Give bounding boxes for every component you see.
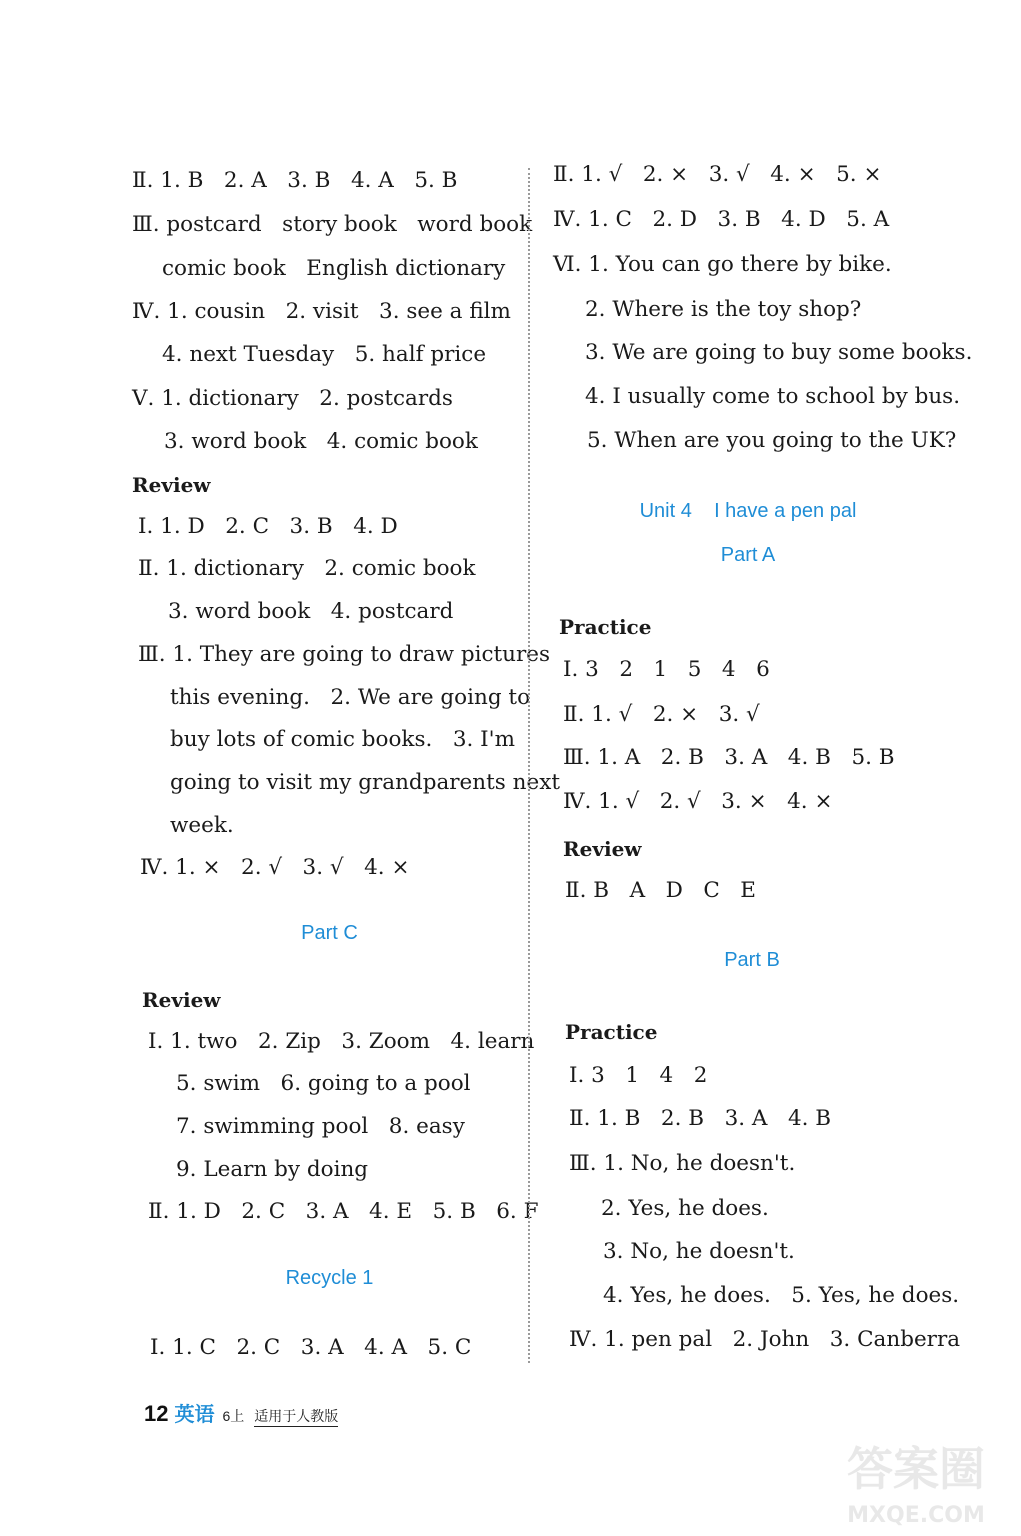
section-title-part-b: Part B xyxy=(724,949,780,971)
answer-line: Ⅵ. 1. You can go there by bike. xyxy=(553,252,892,277)
edition-label: 适用于人教版 xyxy=(254,1406,338,1427)
answer-line: Ⅱ. 1. D 2. C 3. A 4. E 5. B 6. F xyxy=(148,1199,539,1224)
answer-line: Ⅰ. 1. two 2. Zip 3. Zoom 4. learn xyxy=(148,1029,535,1054)
answer-line: comic book English dictionary xyxy=(162,256,506,281)
answer-line: Ⅱ. 1. B 2. A 3. B 4. A 5. B xyxy=(132,168,458,193)
answer-line: Ⅳ. 1. C 2. D 3. B 4. D 5. A xyxy=(553,207,890,232)
answer-line: 2. Yes, he does. xyxy=(601,1196,769,1221)
watermark-url: MXQE.COM xyxy=(847,1503,985,1528)
answer-line: Ⅰ. 1. D 2. C 3. B 4. D xyxy=(138,514,398,539)
answer-line: 4. next Tuesday 5. half price xyxy=(162,342,487,367)
answer-line: 5. swim 6. going to a pool xyxy=(176,1071,471,1096)
answer-line: Ⅲ. 1. No, he doesn't. xyxy=(569,1151,796,1176)
answer-line: this evening. 2. We are going to xyxy=(170,685,531,710)
answer-line: Ⅴ. 1. dictionary 2. postcards xyxy=(132,386,453,411)
section-title-recycle: Recycle 1 xyxy=(285,1267,374,1289)
answer-line: Ⅱ. 1. dictionary 2. comic book xyxy=(138,556,476,581)
answer-line: Ⅱ. 1. √ 2. × 3. √ 4. × 5. × xyxy=(553,162,882,187)
answer-line: 3. No, he doesn't. xyxy=(603,1239,795,1264)
answer-line: going to visit my grandparents next xyxy=(170,770,560,795)
answer-line: 5. When are you going to the UK? xyxy=(587,428,957,453)
page-number: 12 xyxy=(144,1401,169,1426)
page-footer xyxy=(144,1398,338,1427)
review-heading: Review xyxy=(142,988,221,1012)
answer-line: Ⅳ. 1. × 2. √ 3. √ 4. × xyxy=(140,855,410,880)
answer-line: Ⅳ. 1. √ 2. √ 3. × 4. × xyxy=(563,789,833,814)
review-heading: Review xyxy=(563,837,642,861)
answer-line: buy lots of comic books. 3. I'm xyxy=(170,727,515,752)
answer-line: 2. Where is the toy shop? xyxy=(585,297,862,322)
subject-label: 英语 xyxy=(174,1404,215,1426)
column-divider xyxy=(528,168,530,1363)
answer-line: Ⅰ. 1. C 2. C 3. A 4. A 5. C xyxy=(150,1335,472,1360)
section-title-part-c: Part C xyxy=(301,922,358,944)
answer-line: Ⅲ. 1. A 2. B 3. A 4. B 5. B xyxy=(563,745,895,770)
answer-line: Ⅱ. B A D C E xyxy=(565,878,757,903)
unit-title: Unit 4 I have a pen pal xyxy=(639,500,857,522)
answer-line: Ⅳ. 1. pen pal 2. John 3. Canberra xyxy=(569,1327,961,1352)
answer-line: 3. word book 4. comic book xyxy=(164,429,478,454)
answer-line: 9. Learn by doing xyxy=(176,1157,369,1182)
watermark-logo xyxy=(831,1430,1001,1530)
review-heading: Review xyxy=(132,473,211,497)
grade-label: 6上 xyxy=(222,1408,245,1424)
answer-line: week. xyxy=(170,813,234,838)
answer-line: 7. swimming pool 8. easy xyxy=(176,1114,465,1139)
answer-line: 4. Yes, he does. 5. Yes, he does. xyxy=(603,1283,960,1308)
practice-heading: Practice xyxy=(559,615,652,639)
practice-heading: Practice xyxy=(565,1020,658,1044)
answer-line: Ⅲ. postcard story book word book xyxy=(132,212,533,237)
answer-line: Ⅰ. 3 2 1 5 4 6 xyxy=(563,657,770,682)
answer-line: 3. We are going to buy some books. xyxy=(585,340,973,365)
watermark-text: 答案圈 xyxy=(847,1442,985,1496)
answer-line: Ⅰ. 3 1 4 2 xyxy=(569,1063,708,1088)
section-title-part-a: Part A xyxy=(720,544,776,566)
answer-line: Ⅱ. 1. √ 2. × 3. √ xyxy=(563,702,760,727)
answer-line: 3. word book 4. postcard xyxy=(168,599,454,624)
answer-line: 4. I usually come to school by bus. xyxy=(585,384,961,409)
answer-line: Ⅳ. 1. cousin 2. visit 3. see a film xyxy=(132,299,511,324)
answer-line: Ⅲ. 1. They are going to draw pictures xyxy=(138,642,551,667)
answer-line: Ⅱ. 1. B 2. B 3. A 4. B xyxy=(569,1106,832,1131)
